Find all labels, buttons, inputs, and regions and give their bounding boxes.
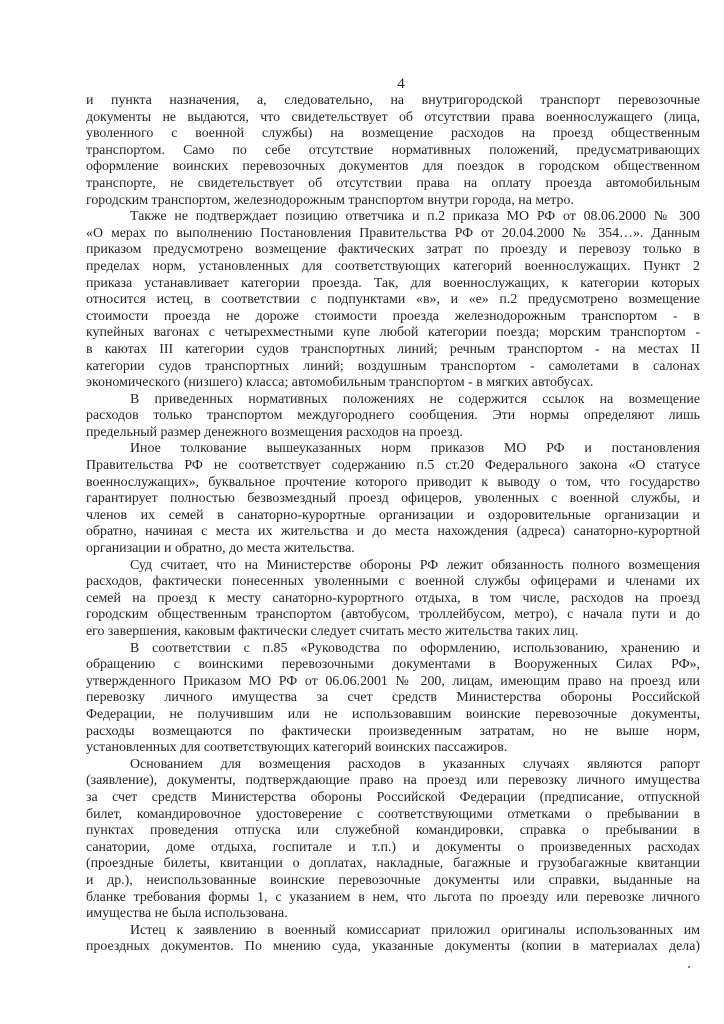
text-line: приказа устанавливает категории проезда. Так, для военнослужащих, к категории которых <box>86 275 700 291</box>
text-line: городским общественным транспортом (автобусом, троллейбусом, метро), с начала пути и до <box>86 607 700 623</box>
text-line: предельный размер денежного возмещения расходов на проезд. <box>86 424 463 440</box>
text-line: военнослужащих», буквальное прочтение которого приводит к выводу о том, что государство <box>86 474 700 490</box>
text-line: пределах норм, установленных для соответствующих категорий военнослужащих. Пункт 2 <box>86 258 700 274</box>
text-line: В соответствии с п.85 «Руководства по оформлению, использованию, хранению и <box>130 640 700 656</box>
text-line: (проездные билеты, квитанции о доплатах, накладные, багажные и грузобагажные квитанции <box>86 856 700 872</box>
text-line: его завершения, каковым фактически следует считать место жительства таких лиц. <box>86 624 579 639</box>
text-line: Федерации, не получившим или не использовавшим воинские перевозочные документы, <box>86 706 700 722</box>
text-line: обратно, начиная с места их жительства и до места нахождения (адреса) санаторно-курортной <box>86 524 700 540</box>
text-line: расходы возмещаются по фактически произведенным затратам, но не выше норм, <box>86 723 700 739</box>
text-line: обращению с воинскими перевозочными документами в Вооруженных Силах РФ», <box>86 657 700 673</box>
text-line: документы не выдаются, что свидетельствует об отсутствии права военнослужащего (лица, <box>86 109 700 125</box>
paragraph <box>86 392 700 442</box>
text-line: и др.), неиспользованные воинские перевозочные документы или справки, выданные на <box>86 872 700 888</box>
text-line: Иное толкование вышеуказанных норм приказов МО РФ и постановления <box>130 441 700 457</box>
text-line: В приведенных нормативных положениях не содержится ссылок на возмещение <box>130 391 700 407</box>
text-line: Также не подтверждает позицию ответчика и п.2 приказа МО РФ от 08.06.2000 № 300 <box>130 209 700 225</box>
scan-speck <box>688 966 690 968</box>
text-line: транспорте, не свидетельствует об отсутствии права на оплату проезда автомобильным <box>86 175 700 191</box>
paragraph <box>86 641 700 757</box>
text-line: в каютах III категории судов транспортных линий; речным транспортом - на местах II <box>86 341 700 357</box>
text-line: проездных документов. По мнению суда, указанные документы (копии в материалах дела) <box>86 939 700 955</box>
text-line: уволенного с военной службы) на возмещение расходов на проезд общественным <box>86 126 700 142</box>
text-line: и пункта назначения, а, следовательно, на внутригородской транспорт перевозочные <box>86 93 700 108</box>
paragraph <box>86 93 700 209</box>
text-line: относится истец, в соответствии с подпунктами «в», и «е» п.2 предусмотрено возмещение <box>86 292 700 308</box>
text-line: экономического (низшего) класса; автомобильным транспортом - в мягких автобусах. <box>86 375 594 391</box>
text-line: оформление воинских перевозочных документов для поездок в городском общественном <box>86 159 700 175</box>
text-line: стоимости проезда не дороже стоимости проезда железнодорожным транспортом - в <box>86 308 700 324</box>
paragraph <box>86 441 700 557</box>
text-line: купейных вагонах с четырехместными купе любой категории поезда; морским транспортом - <box>86 325 700 341</box>
text-line: гарантирует полностью безвозмездный проезд офицеров, уволенных с военной службы, и <box>86 491 700 507</box>
text-line: городским транспортом, железнодорожным транспортом внутри города, на метро. <box>86 192 574 208</box>
text-line: имущества не была использована. <box>86 906 288 922</box>
text-line: «О мерах по выполнению Постановления Правительства РФ от 20.04.2000 № 354…». Данным <box>86 225 700 241</box>
text-line: приказом предусмотрено возмещение фактических затрат по проезду и перевозу только в <box>86 242 700 258</box>
text-line: (заявление), документы, подтверждающие право на проезд или перевозку личного имущества <box>86 773 700 789</box>
text-line: бланке требования формы 1, с указанием в нем, что льгота по проезду или перевозке личного <box>86 889 700 905</box>
text-line: членов их семей в санаторно-курортные организации и оздоровительные организации и <box>86 507 700 523</box>
text-line: Правительства РФ не соответствует содержанию п.5 ст.20 Федерального закона «О статусе <box>86 458 700 474</box>
text-line: расходов только транспортом междугороднего сообщения. Эти нормы определяют лишь <box>86 408 700 424</box>
text-line: транспортом. Само по себе отсутствие нормативных положений, предусматривающих <box>86 142 700 158</box>
text-line: Истец к заявлению в военный комиссариат приложил оригиналы использованных им <box>130 922 700 938</box>
paragraph <box>86 558 700 641</box>
text-line: пунктах проведения отпуска или служебной командировки, справка о пребывании в <box>86 823 700 839</box>
text-line: утвержденного Приказом МО РФ от 06.06.2001 № 200, лицам, имеющим право на проезд или <box>86 673 700 689</box>
text-line: категории судов транспортных линий; воздушным транспортом - самолетами в салонах <box>86 358 700 374</box>
page-number: 4 <box>397 76 405 92</box>
paragraph <box>86 757 700 923</box>
text-line: за счет средств Министерства обороны Российской Федерации (предписание, отпускной <box>86 789 700 805</box>
paragraph <box>86 209 700 392</box>
text-line: санатории, доме отдыха, госпитале и т.п.) и документы о произведенных расходах <box>86 839 700 855</box>
document-body <box>86 93 700 956</box>
text-line: билет, командировочное удостоверение с соответствующими отметками о пребывании в <box>86 806 700 822</box>
text-line: семей на проезд к месту санаторно-курортного отдыха, в том числе, расходов на проезд <box>86 590 700 606</box>
text-line: расходов, фактически понесенных уволенными с военной службы офицерами и членами их <box>86 574 700 590</box>
text-line: организации и обратно, до места жительства. <box>86 541 355 557</box>
text-line: установленных для соответствующих категорий воинских пассажиров. <box>86 740 508 756</box>
text-line: перевозку личного имущества за счет средств Министерства обороны Российской <box>86 690 700 706</box>
text-line: Суд считает, что на Министерстве обороны РФ лежит обязанность полного возмещения <box>130 557 700 573</box>
paragraph <box>86 923 700 956</box>
text-line: Основанием для возмещения расходов в указанных случаях являются рапорт <box>130 756 700 772</box>
